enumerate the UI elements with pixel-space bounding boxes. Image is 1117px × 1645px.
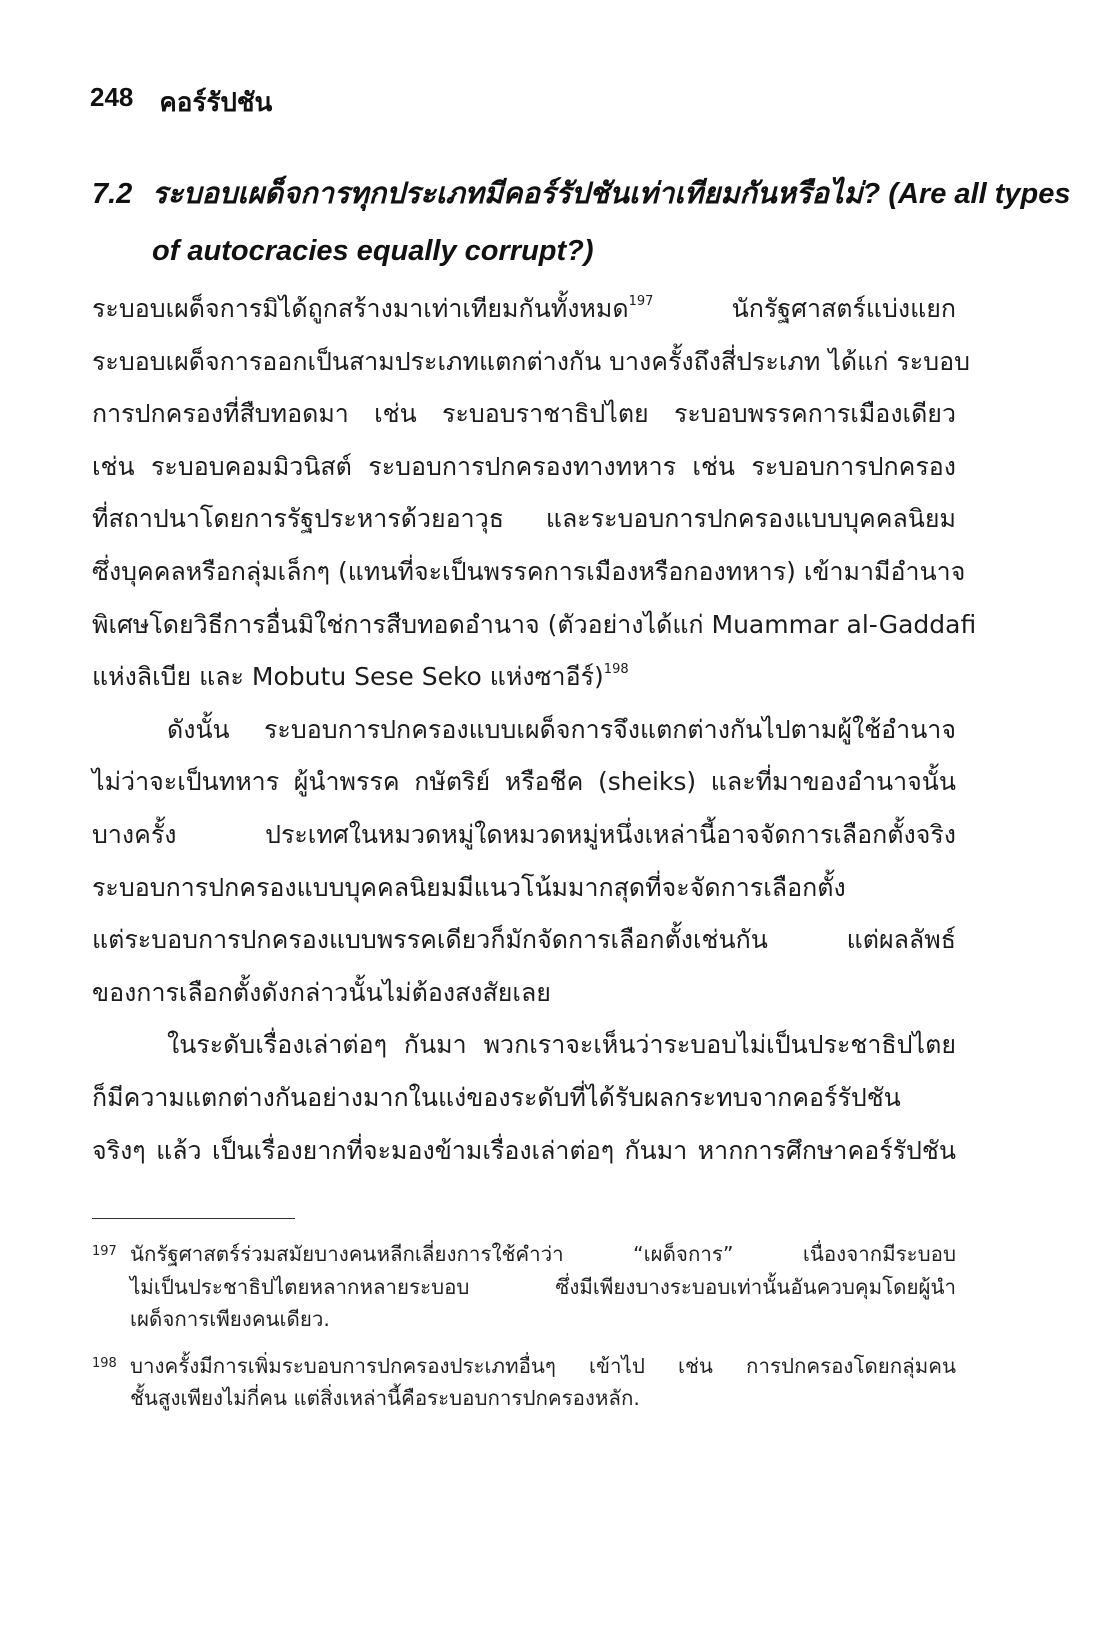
- footnote-number: 197: [92, 1244, 117, 1259]
- section-title-line-1: ระบอบเผด็จการทุกประเภทมีคอร์รัปชันเท่าเทียมกันหรือไม่? (Are all types: [152, 178, 1071, 210]
- section-title-line-2: of autocracies equally corrupt?): [152, 235, 594, 267]
- text-line: ระบอบเผด็จการออกเป็นสามประเภทแตกต่างกัน บางครั้งถึงสี่ประเภท ได้แก่ ระบอบ: [92, 346, 970, 376]
- text-line: เช่น ระบอบคอมมิวนิสต์ ระบอบการปกครองทางทหาร เช่น ระบอบการปกครอง: [92, 451, 956, 481]
- footnote-ref-198[interactable]: 198: [603, 661, 629, 677]
- text-line: [92, 283, 956, 336]
- paragraph-1: [92, 283, 977, 704]
- book-title: คอร์รัปชัน: [159, 87, 273, 117]
- page-number: 248: [90, 82, 134, 112]
- footnote-line: ชั้นสูงเพียงไม่กี่คน แต่สิ่งเหล่านี้คือระบอบการปกครองหลัก.: [130, 1386, 640, 1410]
- text-line: ซึ่งบุคคลหรือกลุ่มเล็กๆ (แทนที่จะเป็นพรรคการเมืองหรือกองทหาร) เข้ามามีอำนาจ: [92, 556, 966, 586]
- text-run: แห่งลิเบีย และ Mobutu Sese Seko แห่งซาอีร์): [92, 662, 604, 692]
- footnote-197: [92, 1238, 956, 1336]
- footnote-line: บางครั้งมีการเพิ่มระบอบการปกครองประเภทอื่นๆ เข้าไป เช่น การปกครองโดยกลุ่มคน: [130, 1353, 956, 1378]
- footnote-line: นักรัฐศาสตร์ร่วมสมัยบางคนหลีกเลี่ยงการใช้คำว่า “เผด็จการ” เนื่องจากมีระบอบ: [130, 1242, 956, 1266]
- footnote-ref-197[interactable]: 197: [628, 293, 654, 309]
- text-line: ก็มีความแตกต่างกันอย่างมากในแง่ของระดับที่ได้รับผลกระทบจากคอร์รัปชัน: [92, 1082, 901, 1112]
- section-number: 7.2: [92, 178, 133, 210]
- text-line: บางครั้ง ประเทศในหมวดหมู่ใดหมวดหมู่หนึ่งเหล่านี้อาจจัดการเลือกตั้งจริง: [92, 819, 956, 849]
- text-line: ที่สถาปนาโดยการรัฐประหารด้วยอาวุธ และระบอบการปกครองแบบบุคคลนิยม: [92, 504, 956, 534]
- footnote-line: เผด็จการเพียงคนเดียว.: [130, 1307, 330, 1331]
- text-line: ระบอบการปกครองแบบบุคคลนิยมมีแนวโน้มมากสุดที่จะจัดการเลือกตั้ง: [92, 872, 846, 902]
- footnote-divider: [92, 1218, 295, 1219]
- paragraph-3: [92, 1019, 956, 1177]
- text-line: ของการเลือกตั้งดังกล่าวนั้นไม่ต้องสงสัยเลย: [92, 977, 551, 1007]
- text-line: [92, 651, 956, 704]
- text-run: นักรัฐศาสตร์แบ่งแยก: [653, 294, 956, 323]
- running-head: [90, 82, 272, 123]
- text-line: ไม่ว่าจะเป็นทหาร ผู้นำพรรค กษัตริย์ หรือชีค (sheiks) และที่มาของอำนาจนั้น: [92, 767, 956, 797]
- text-line: แต่ระบอบการปกครองแบบพรรคเดียวก็มักจัดการเลือกตั้งเช่นกัน แต่ผลลัพธ์: [92, 925, 956, 955]
- footnote-198: [92, 1350, 956, 1415]
- text-line: จริงๆ แล้ว เป็นเรื่องยากที่จะมองข้ามเรื่องเล่าต่อๆ กันมา หากการศึกษาคอร์รัปชัน: [92, 1135, 956, 1165]
- text-line: พิเศษโดยวิธีการอื่นมิใช่การสืบทอดอำนาจ (ตัวอย่างได้แก่ Muammar al-Gaddafi: [92, 609, 977, 639]
- text-line: ในระดับเรื่องเล่าต่อๆ กันมา พวกเราจะเห็นว่าระบอบไม่เป็นประชาธิปไตย: [167, 1030, 956, 1060]
- text-run: ระบอบเผด็จการมิได้ถูกสร้างมาเท่าเทียมกันทั้งหมด: [92, 294, 629, 323]
- paragraph-2: [92, 704, 956, 1020]
- text-line: ดังนั้น ระบอบการปกครองแบบเผด็จการจึงแตกต่างกันไปตามผู้ใช้อำนาจ: [167, 714, 956, 744]
- footnote-number: 198: [92, 1355, 117, 1371]
- text-line: การปกครองที่สืบทอดมา เช่น ระบอบราชาธิปไตย ระบอบพรรคการเมืองเดียว: [92, 399, 956, 429]
- body-text: [92, 283, 977, 1177]
- footnote-line: ไม่เป็นประชาธิปไตยหลากหลายระบอบ ซึ่งมีเพียงบางระบอบเท่านั้นอันควบคุมโดยผู้นำ: [130, 1274, 956, 1299]
- footnotes: [92, 1238, 956, 1429]
